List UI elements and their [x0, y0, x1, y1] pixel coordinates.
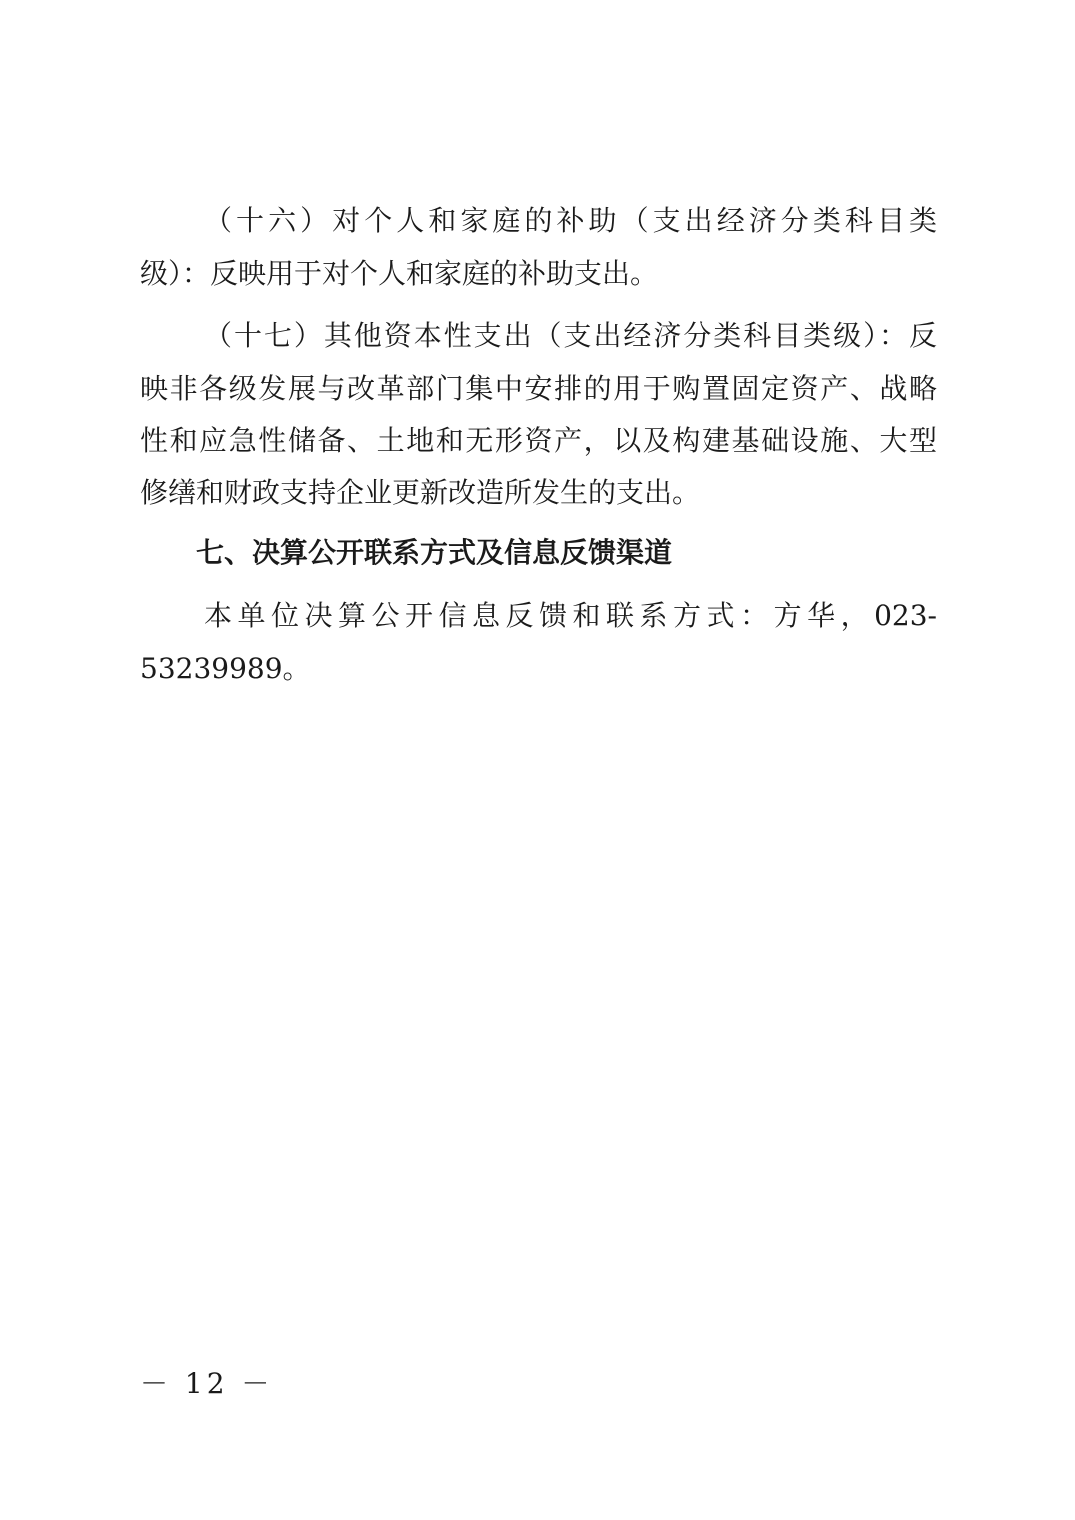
contact-line-2: 53239989。: [140, 652, 311, 685]
section-16-line-1: （十六）对个人和家庭的补助（支出经济分类科目类: [204, 204, 937, 237]
section-17-line-3: 性和应急性储备、土地和无形资产，以及构建基础设施、大型: [140, 424, 937, 457]
contact-line-1: 本单位决算公开信息反馈和联系方式：方华，023-: [204, 599, 937, 632]
section-7-heading: 七、决算公开联系方式及信息反馈渠道: [196, 536, 673, 569]
section-17-line-2: 映非各级发展与改革部门集中安排的用于购置固定资产、战略: [140, 372, 937, 405]
section-17-line-4: 修缮和财政支持企业更新改造所发生的支出。: [140, 476, 701, 509]
page-number: － 12 －: [140, 1367, 274, 1400]
section-16-line-2: 级）：反映用于对个人和家庭的补助支出。: [140, 257, 659, 290]
section-17-line-1: （十七）其他资本性支出（支出经济分类科目类级）：反: [204, 319, 937, 352]
